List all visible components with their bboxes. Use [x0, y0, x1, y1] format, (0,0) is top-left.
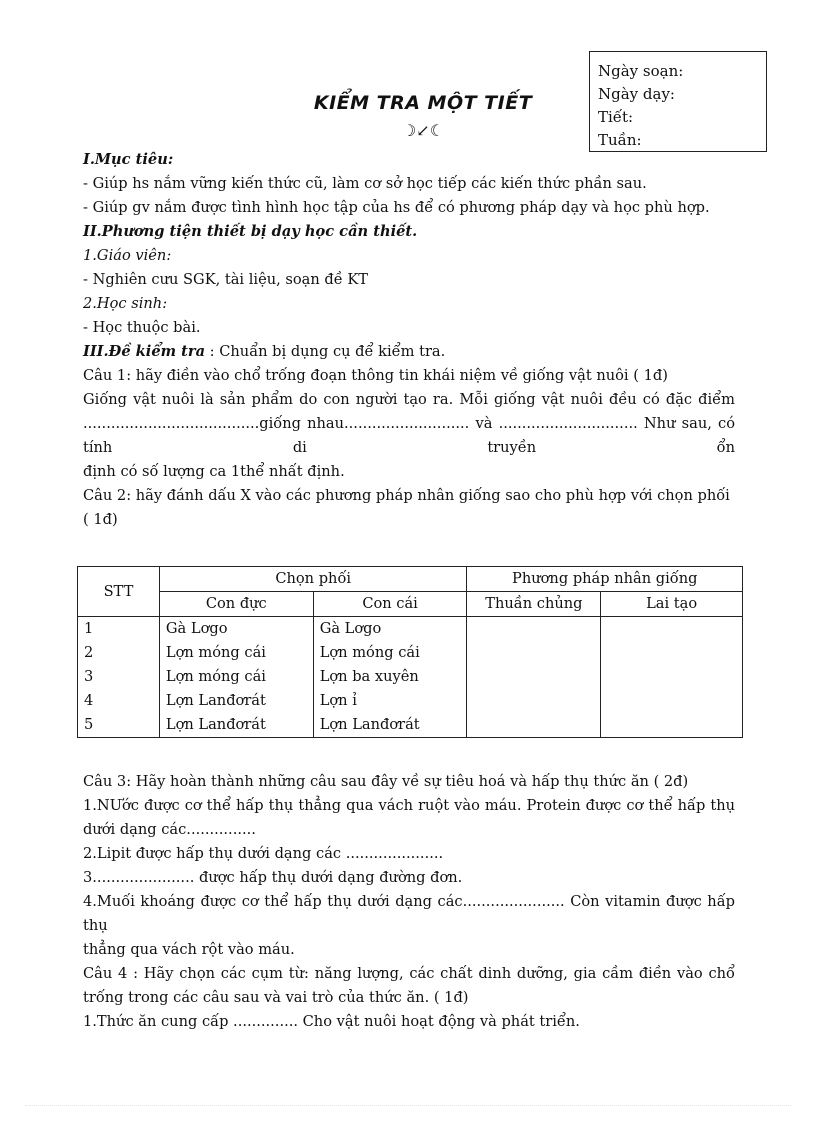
section-objectives-heading: I.Mục tiêu:	[83, 151, 174, 168]
stt-cell: 5	[84, 716, 94, 733]
section-test-heading	[83, 340, 735, 364]
question-1-blanks: ......................................giống nhau........................... và .............................. Như sau, có tính di truyền ổn	[83, 415, 735, 456]
con-duc-cell: Lợn móng cái	[165, 644, 266, 661]
table-row	[78, 617, 743, 738]
con-cai-cell: Lợn móng cái	[319, 644, 420, 661]
con-duc-cell: Gà Lơgo	[165, 620, 228, 637]
section-test-title: III.Đề kiểm tra	[83, 343, 206, 360]
question-4-title: Câu 4 : Hãy chọn các cụm từ: năng lượng, các chất dinh dưỡng, gia cầm điền vào chổ	[83, 965, 735, 982]
con-cai-cell: Lợn ba xuyên	[319, 668, 419, 685]
date-prepared-label: Ngày soạn:	[598, 62, 684, 80]
con-duc-cell: Lợn Lanđơrát	[165, 716, 266, 733]
objective-line: - Giúp gv nắm được tình hình học tập của hs để có phương pháp dạy và học phù hợp.	[83, 199, 710, 216]
stt-cell: 3	[84, 668, 94, 685]
lai-tao-answer-cell	[601, 617, 743, 738]
con-duc-column	[159, 617, 313, 738]
page-bottom-rule	[25, 1105, 791, 1106]
con-cai-cell: Gà Lơgo	[319, 620, 382, 637]
header-thuan-chung: Thuần chủng	[467, 592, 601, 617]
week-label: Tuần:	[598, 131, 642, 149]
question-1-text: định có số lượng ca 1thể nhất định.	[83, 463, 345, 480]
stt-cell: 4	[84, 692, 94, 709]
question-3-item: dưới dạng các...............	[83, 821, 256, 838]
question-1-title: Câu 1: hãy điền vào chổ trống đoạn thông tin khái niệm về giống vật nuôi ( 1đ)	[83, 367, 668, 384]
header-con-cai: Con cái	[313, 592, 467, 617]
question-4-item: 1.Thức ăn cung cấp .............. Cho vật nuôi hoạt động và phát triển.	[83, 1013, 580, 1030]
question-4-title: trống trong các câu sau và vai trò của thức ăn. ( 1đ)	[83, 989, 469, 1006]
con-duc-cell: Lợn móng cái	[165, 668, 266, 685]
con-cai-cell: Lợn ỉ	[319, 692, 357, 709]
page-title: KIỂM TRA MỘT TIẾT	[313, 92, 533, 114]
question-3-item: 1.NƯớc được cơ thể hấp thụ thẳng qua vách ruột vào máu. Protein được cơ thể hấp thụ	[83, 797, 735, 814]
header-lai-tao: Lai tạo	[601, 592, 743, 617]
title-ornament: ☽↙☾	[401, 121, 445, 140]
student-label: 2.Học sinh:	[83, 295, 168, 312]
header-stt: STT	[78, 567, 160, 617]
header-chon-phoi: Chọn phối	[159, 567, 467, 592]
breeding-table	[77, 566, 743, 738]
stt-cell: 2	[84, 644, 94, 661]
question-3-item: 2.Lipit được hấp thụ dưới dạng các .....................	[83, 845, 444, 862]
section-test-note: : Chuẩn bị dụng cụ để kiểm tra.	[205, 343, 446, 360]
document-body	[83, 148, 735, 1034]
section-equipment-heading: II.Phương tiện thiết bị dạy học cần thiết.	[83, 223, 418, 240]
header-phuong-phap: Phương pháp nhân giống	[467, 567, 743, 592]
period-label: Tiết:	[598, 108, 634, 126]
student-line: - Học thuộc bài.	[83, 319, 201, 336]
question-3-item: 3...................... được hấp thụ dưới dạng đường đơn.	[83, 869, 463, 886]
con-duc-cell: Lợn Lanđơrát	[165, 692, 266, 709]
stt-cell: 1	[84, 620, 94, 637]
con-cai-column	[313, 617, 467, 738]
stt-column	[78, 617, 160, 738]
teacher-line: - Nghiên cưu SGK, tài liệu, soạn đề KT	[83, 271, 368, 288]
question-3-item: 4.Muối khoáng được cơ thể hấp thụ dưới dạng các...................... Còn vitamin được hấp thụ	[83, 893, 735, 934]
objective-line: - Giúp hs nắm vững kiến thức cũ, làm cơ sở học tiếp các kiến thức phần sau.	[83, 175, 647, 192]
date-taught-label: Ngày dạy:	[598, 85, 675, 103]
table-header-row	[78, 567, 743, 592]
con-cai-cell: Lợn Lanđơrát	[319, 716, 420, 733]
teacher-label: 1.Giáo viên:	[83, 247, 172, 264]
table-subheader-row	[78, 592, 743, 617]
question-1-text: Giống vật nuôi là sản phẩm do con người tạo ra. Mỗi giống vật nuôi đều có đặc điểm	[83, 391, 735, 408]
thuan-chung-answer-cell	[467, 617, 601, 738]
question-3-title: Câu 3: Hãy hoàn thành những câu sau đây về sự tiêu hoá và hấp thụ thức ăn ( 2đ)	[83, 773, 689, 790]
question-2-points: ( 1đ)	[83, 511, 118, 528]
question-2-title: Câu 2: hãy đánh dấu X vào các phương pháp nhân giống sao cho phù hợp với chọn phối	[83, 487, 730, 504]
question-3-item: thẳng qua vách rột vào máu.	[83, 941, 295, 958]
header-con-duc: Con đực	[159, 592, 313, 617]
